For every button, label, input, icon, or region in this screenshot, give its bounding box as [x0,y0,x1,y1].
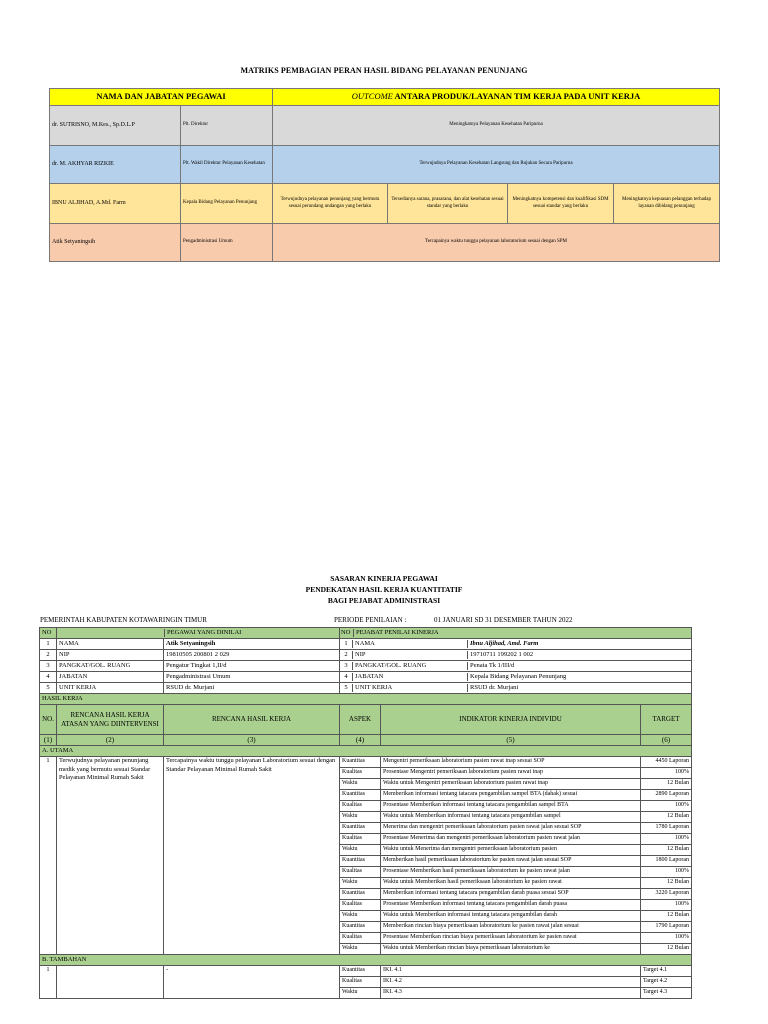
hasil-kerja-row [40,694,692,705]
section-a-body [40,757,692,955]
column-header-row [40,705,692,735]
outcome-rest: ANTARA PRODUK/LAYANAN TIM KERJA PADA UNIT KERJA [394,91,641,102]
target: 100% [641,933,692,944]
target: Target 4.1 [641,966,692,977]
identity-no-2: 3 [340,662,353,670]
indikator: Mengentri pemeriksaan laboratorium pasien rawat inap sesuai SOP [381,757,641,768]
identity-label: PANGKAT/GOL. RUANG [57,661,164,672]
identity-row [40,661,692,672]
aspek: Kualitas [340,834,381,845]
target: 1800 Laporan [641,856,692,867]
identity-label-2: PANGKAT/GOL. RUANG [353,662,468,670]
section-a-label: A. UTAMA [40,746,692,757]
target: 100% [641,900,692,911]
col-no-2: NO [340,629,354,637]
employee-outcome: Terwujudnya pelayanan penunjang yang bermutu sesuai perundang undangan yang berlaku [273,184,388,224]
identity-value-penilai: RSUD dr. Murjani [470,684,519,692]
aspek: Waktu [340,878,381,889]
identity-label: JABATAN [57,672,164,683]
identity-value-dinilai: Pengadministrasi Umum [164,672,340,683]
pejabat-penilai-label: PEJABAT PENILAI KINERJA [356,629,439,637]
indikator: Memberikan rincian biaya pemeriksaan laboratorium ke pasien rawat jalan sesuai [381,922,641,933]
identity-row [40,639,692,650]
target: 100% [641,768,692,779]
aspek: Kuantitas [340,856,381,867]
employee-outcome: Terwujudnya Pelayanan Kesehatan Langsung dan Rujukan Secara Paripurna [273,146,720,184]
target: 12 Bulan [641,779,692,790]
header-rencana: RENCANA HASIL KERJA [164,705,340,735]
header-no: NO. [40,705,57,735]
indikator: IKI. 4.1 [381,966,641,977]
employee-name: dr. SUTRISNO, M.Kes., Sp.D.L.P [50,106,181,146]
indicator-row [40,757,692,768]
identity-no-2: 4 [340,673,353,681]
employee-position: Plt. Wakil Direktur Pelayanan Kesehatan [181,146,273,184]
identity-value-dinilai: Atik Setyaningsih [164,639,340,650]
indikator: Prosentase Memberikan informasi tentang tatacara pengambilan sampel BTA [381,801,641,812]
matrix-title: MATRIKS PEMBAGIAN PERAN HASIL BIDANG PELAYANAN PENUNJANG [240,66,528,75]
identity-body [40,639,692,694]
employee-position: Pengadministrasi Umum [181,224,273,262]
indikator: Waktu untuk Memberikan informasi tentang tatacara pengambilan sampel [381,812,641,823]
target: 12 Bulan [641,878,692,889]
aspek: Kuantitas [340,790,381,801]
identity-label: NIP [57,650,164,661]
aspek: Waktu [340,779,381,790]
target: 100% [641,834,692,845]
identity-penilai-cell [340,672,692,683]
aspek: Kualitas [340,933,381,944]
identity-no-2: 5 [340,684,353,692]
target: 100% [641,801,692,812]
pegawai-dinilai-header [57,628,340,639]
indikator: Memberikan informasi tentang tatacara pengambilan sampel BTA (dahak) sesuai [381,790,641,801]
identity-label-2: JABATAN [353,673,468,681]
skp-subtitle-2: BAGI PEJABAT ADMINISTRASI [327,596,441,605]
identity-header-row [40,628,692,639]
target: 12 Bulan [641,911,692,922]
identity-value-penilai: Kepala Bidang Pelayanan Penunjang [470,673,567,681]
skp-header-info [40,616,690,624]
matrix-row [50,224,720,262]
identity-label: UNIT KERJA [57,683,164,694]
indikator: Prosentase Memberikan informasi tentang tatacara pengambilan darah puasa [381,900,641,911]
identity-penilai-cell [340,661,692,672]
identity-value-penilai: 19710711 199202 1 002 [470,651,534,659]
hasil-kerja-label: HASIL KERJA [40,694,692,705]
colnum: (5) [381,735,641,746]
identity-no: 4 [40,672,57,683]
employee-name: IBNU ALJIHAD, A.Md. Farm [50,184,181,224]
target: 4450 Laporan [641,757,692,768]
employee-outcome: Meningkatnya Pelayanan Kesehatan Paripurna [273,106,720,146]
indikator: IKI. 4.2 [381,977,641,988]
aspek: Waktu [340,911,381,922]
aspek: Waktu [340,988,381,999]
indikator: Menerima dan mengentri pemeriksaan laboratorium pasien rawat jalan sesuai SOP [381,823,641,834]
identity-row [40,672,692,683]
section-a-row [40,746,692,757]
matrix-row [50,146,720,184]
identity-penilai-cell [340,683,692,694]
aspek: Kuantitas [340,757,381,768]
employee-name: Atik Setyaningsih [50,224,181,262]
employee-outcome: Meningkatnya kompetensi dan kualifikasi SDM sesuai standar yang berlaku [508,184,614,224]
target: Target 4.2 [641,977,692,988]
rencana-hasil-kerja: - [164,966,340,999]
header-indikator: INDIKATOR KINERJA INDIVIDU [381,705,641,735]
colnum: (3) [164,735,340,746]
identity-no: 2 [40,650,57,661]
target: 12 Bulan [641,845,692,856]
periode-label: PERIODE PENILAIAN : [334,616,407,624]
aspek: Kuantitas [340,823,381,834]
colnum: (4) [340,735,381,746]
identity-value-penilai: Penata Tk 1/III/d [470,662,515,670]
employee-position: Kepala Bidang Pelayanan Penunjang [181,184,273,224]
identity-label: NAMA [57,639,164,650]
pegawai-dinilai-label: PEGAWAI YANG DINILAI [167,629,242,637]
aspek: Kualitas [340,768,381,779]
target: 2890 Laporan [641,790,692,801]
instansi: PEMERINTAH KABUPATEN KOTAWARINGIN TIMUR [40,616,207,624]
target: 100% [641,867,692,878]
indikator: Waktu untuk Menerima dan mengentri pemeriksaan laboratorium pasien [381,845,641,856]
rencana-hasil-kerja: Tercapainya waktu tunggu pelayanan Laboratorium sesuai dengan Standar Pelayanan Minimal Rumah Sakit [164,757,340,955]
aspek: Kualitas [340,801,381,812]
aspek: Kuantitas [340,966,381,977]
identity-no: 5 [40,683,57,694]
header-target: TARGET [641,705,692,735]
employee-position: Plt. Direktur [181,106,273,146]
section-b-label: B. TAMBAHAN [40,955,692,966]
target: 3220 Laporan [641,889,692,900]
colnum: (2) [57,735,164,746]
row-no: 1 [40,757,57,955]
section-b-row [40,955,692,966]
identity-label-2: NIP [353,651,468,659]
aspek: Kuantitas [340,889,381,900]
indikator: IKI. 4.3 [381,988,641,999]
identity-label-2: UNIT KERJA [353,684,468,692]
target: 12 Bulan [641,812,692,823]
aspek: Waktu [340,812,381,823]
identity-row [40,683,692,694]
indikator: Memberikan informasi tentang tatacara pengambilan darah puasa sesuai SOP [381,889,641,900]
indikator: Prosentase Memberikan rincian biaya pemeriksaan laboratorium ke pasien rawat [381,933,641,944]
identity-value-dinilai: Pengatur Tingkat 1,II/d [164,661,340,672]
indikator: Prosentase Memberikan hasil pemeriksaan laboratorium ke pasien rawat jalan [381,867,641,878]
employee-outcome: Tersedianya sarana, prasarana, dan alat kesehatan sesuai standar yang berlaku [388,184,508,224]
identity-value-penilai: Ibnu Aljihad, Amd. Farm [470,640,539,648]
target: Target 4.3 [641,988,692,999]
role-matrix-table [49,88,720,262]
target: 1780 Laporan [641,823,692,834]
colnum: (1) [40,735,57,746]
skp-subtitle: PENDEKATAN HASIL KERJA KUANTITATIF [305,585,463,594]
identity-value-dinilai: 19810505 200801 2 029 [164,650,340,661]
identity-no: 3 [40,661,57,672]
indikator: Waktu untuk Memberikan hasil pemeriksaan laboratorium ke pasien rawat [381,878,641,889]
indikator: Prosentase Mengentri pemeriksaan laboratorium pasien rawat inap [381,768,641,779]
col-no: NO [40,628,57,639]
identity-no: 1 [40,639,57,650]
aspek: Kualitas [340,900,381,911]
identity-label-2: NAMA [353,640,468,648]
indikator: Prosentase Menerima dan mengentri pemeriksaan laboratorium pasien rawat jalan [381,834,641,845]
employee-outcome: Meningkatnya kepuasan pelanggan terhadap layanan dibidang penunjang [614,184,720,224]
matrix-row [50,184,720,224]
employee-outcome: Tercapainya waktu tunggu pelayanan laboratorium sesuai dengan SPM [273,224,720,262]
employee-name: dr. M. AKHYAR RIZKIE [50,146,181,184]
indikator: Waktu untuk Memberikan informasi tentang tatacara pengambilan darah [381,911,641,922]
rencana-atasan: Terwujudnya pelayanan penunjang medik yang bermutu sesuai Standar Pelayanan Minimal Rumah Sakit [57,757,164,955]
rencana-atasan [57,966,164,999]
header-aspek: ASPEK [340,705,381,735]
aspek: Waktu [340,845,381,856]
identity-penilai-cell [340,650,692,661]
matrix-header-row [50,89,720,106]
matrix-header-name: NAMA DAN JABATAN PEGAWAI [50,89,273,106]
row-no: 1 [40,966,57,999]
skp-title: SASARAN KINERJA PEGAWAI [330,574,438,583]
indikator: Waktu untuk Mengentri pemeriksaan laboratorium pasien rawat inap [381,779,641,790]
target: 12 Bulan [641,944,692,955]
identity-penilai-cell [340,639,692,650]
indicator-row [40,966,692,977]
aspek: Waktu [340,944,381,955]
header-rencana-atasan: RENCANA HASIL KERJA ATASAN YANG DIINTERVENSI [57,705,164,735]
skp-table [39,627,692,999]
aspek: Kualitas [340,977,381,988]
identity-no-2: 2 [340,651,353,659]
identity-no-2: 1 [340,640,353,648]
indikator: Waktu untuk Memberikan rincian biaya pemeriksaan laboratorium ke [381,944,641,955]
outcome-word: OUTCOME [351,91,393,102]
aspek: Kualitas [340,867,381,878]
periode-value: 01 JANUARI SD 31 DESEMBER TAHUN 2022 [434,616,573,624]
column-number-row [40,735,692,746]
pejabat-penilai-header [340,628,692,639]
identity-row [40,650,692,661]
target: 1790 Laporan [641,922,692,933]
matrix-header-outcome [273,89,720,106]
identity-value-dinilai: RSUD dr. Murjani [164,683,340,694]
aspek: Kuantitas [340,922,381,933]
matrix-row [50,106,720,146]
section-b-body [40,966,692,999]
indikator: Memberikan hasil pemeriksaan laboratorium ke pasien rawat jalan sesuai SOP [381,856,641,867]
colnum: (6) [641,735,692,746]
